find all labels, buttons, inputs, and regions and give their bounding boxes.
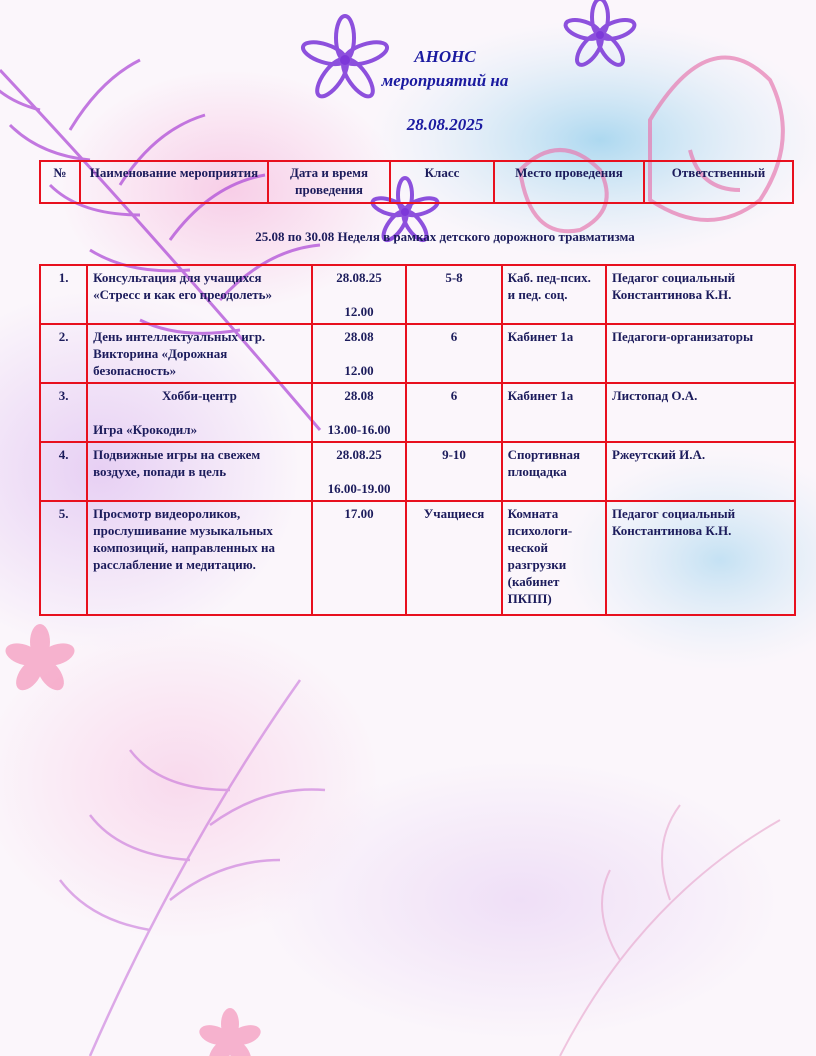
event-place: Кабинет 1а [502, 383, 606, 442]
table-row [40, 442, 795, 501]
table-row [40, 383, 795, 442]
events-table [39, 264, 796, 616]
header-place: Место проведения [494, 161, 644, 203]
header-row [40, 161, 793, 203]
table-row [40, 265, 795, 324]
row-number: 1. [40, 265, 87, 324]
table-row [40, 324, 795, 383]
event-class: 6 [406, 324, 501, 383]
event-date-time: 17.00 [312, 501, 407, 615]
event-class: 9-10 [406, 442, 501, 501]
event-responsible: Педагог социальный Константинова К.Н. [606, 501, 795, 615]
event-place: Спортивная площадка [502, 442, 606, 501]
event-responsible: Ржеутский И.А. [606, 442, 795, 501]
event-name: Просмотр видеороликов, прослушивание музыкальных композиций, направленных на расслабление и медитацию. [87, 501, 312, 615]
header-number: № [40, 161, 80, 203]
event-responsible: Педагоги-организаторы [606, 324, 795, 383]
event-class: 6 [406, 383, 501, 442]
event-date-time: 28.08.25 12.00 [312, 265, 407, 324]
event-place: Комната психологи-ческой разгрузки (кабинет ПКПП) [502, 501, 606, 615]
row-number: 3. [40, 383, 87, 442]
row-number: 2. [40, 324, 87, 383]
event-name: Консультация для учащихся «Стресс и как его преодолеть» [87, 265, 312, 324]
event-class: 5-8 [406, 265, 501, 324]
week-title: 25.08 по 30.08 Неделя в рамках детского дорожного травматизма [255, 229, 635, 244]
event-name: Подвижные игры на свежем воздухе, попади в цель [87, 442, 312, 501]
event-class: Учащиеся [406, 501, 501, 615]
row-number: 4. [40, 442, 87, 501]
header-event-name: Наименование мероприятия [80, 161, 268, 203]
event-place: Кабинет 1а [502, 324, 606, 383]
table-row [40, 501, 795, 615]
event-date-time: 28.08 12.00 [312, 324, 407, 383]
event-responsible: Педагог социальный Константинова К.Н. [606, 265, 795, 324]
event-name: День интеллектуальных игр. Викторина «Дорожная безопасность» [87, 324, 312, 383]
column-header-table [39, 160, 794, 204]
event-name: Хобби-центр Игра «Крокодил» [87, 383, 312, 442]
title-events-on: мероприятий на [381, 71, 509, 90]
event-responsible: Листопад О.А. [606, 383, 795, 442]
event-date-time: 28.08 13.00-16.00 [312, 383, 407, 442]
title-date: 28.08.2025 [406, 115, 484, 134]
header-class: Класс [390, 161, 494, 203]
row-number: 5. [40, 501, 87, 615]
header-date-time: Дата и время проведения [268, 161, 390, 203]
event-date-time: 28.08.25 16.00-19.00 [312, 442, 407, 501]
event-place: Каб. пед-псих. и пед. соц. [502, 265, 606, 324]
title-announce: АНОНС [414, 47, 476, 66]
header-responsible: Ответственный [644, 161, 793, 203]
